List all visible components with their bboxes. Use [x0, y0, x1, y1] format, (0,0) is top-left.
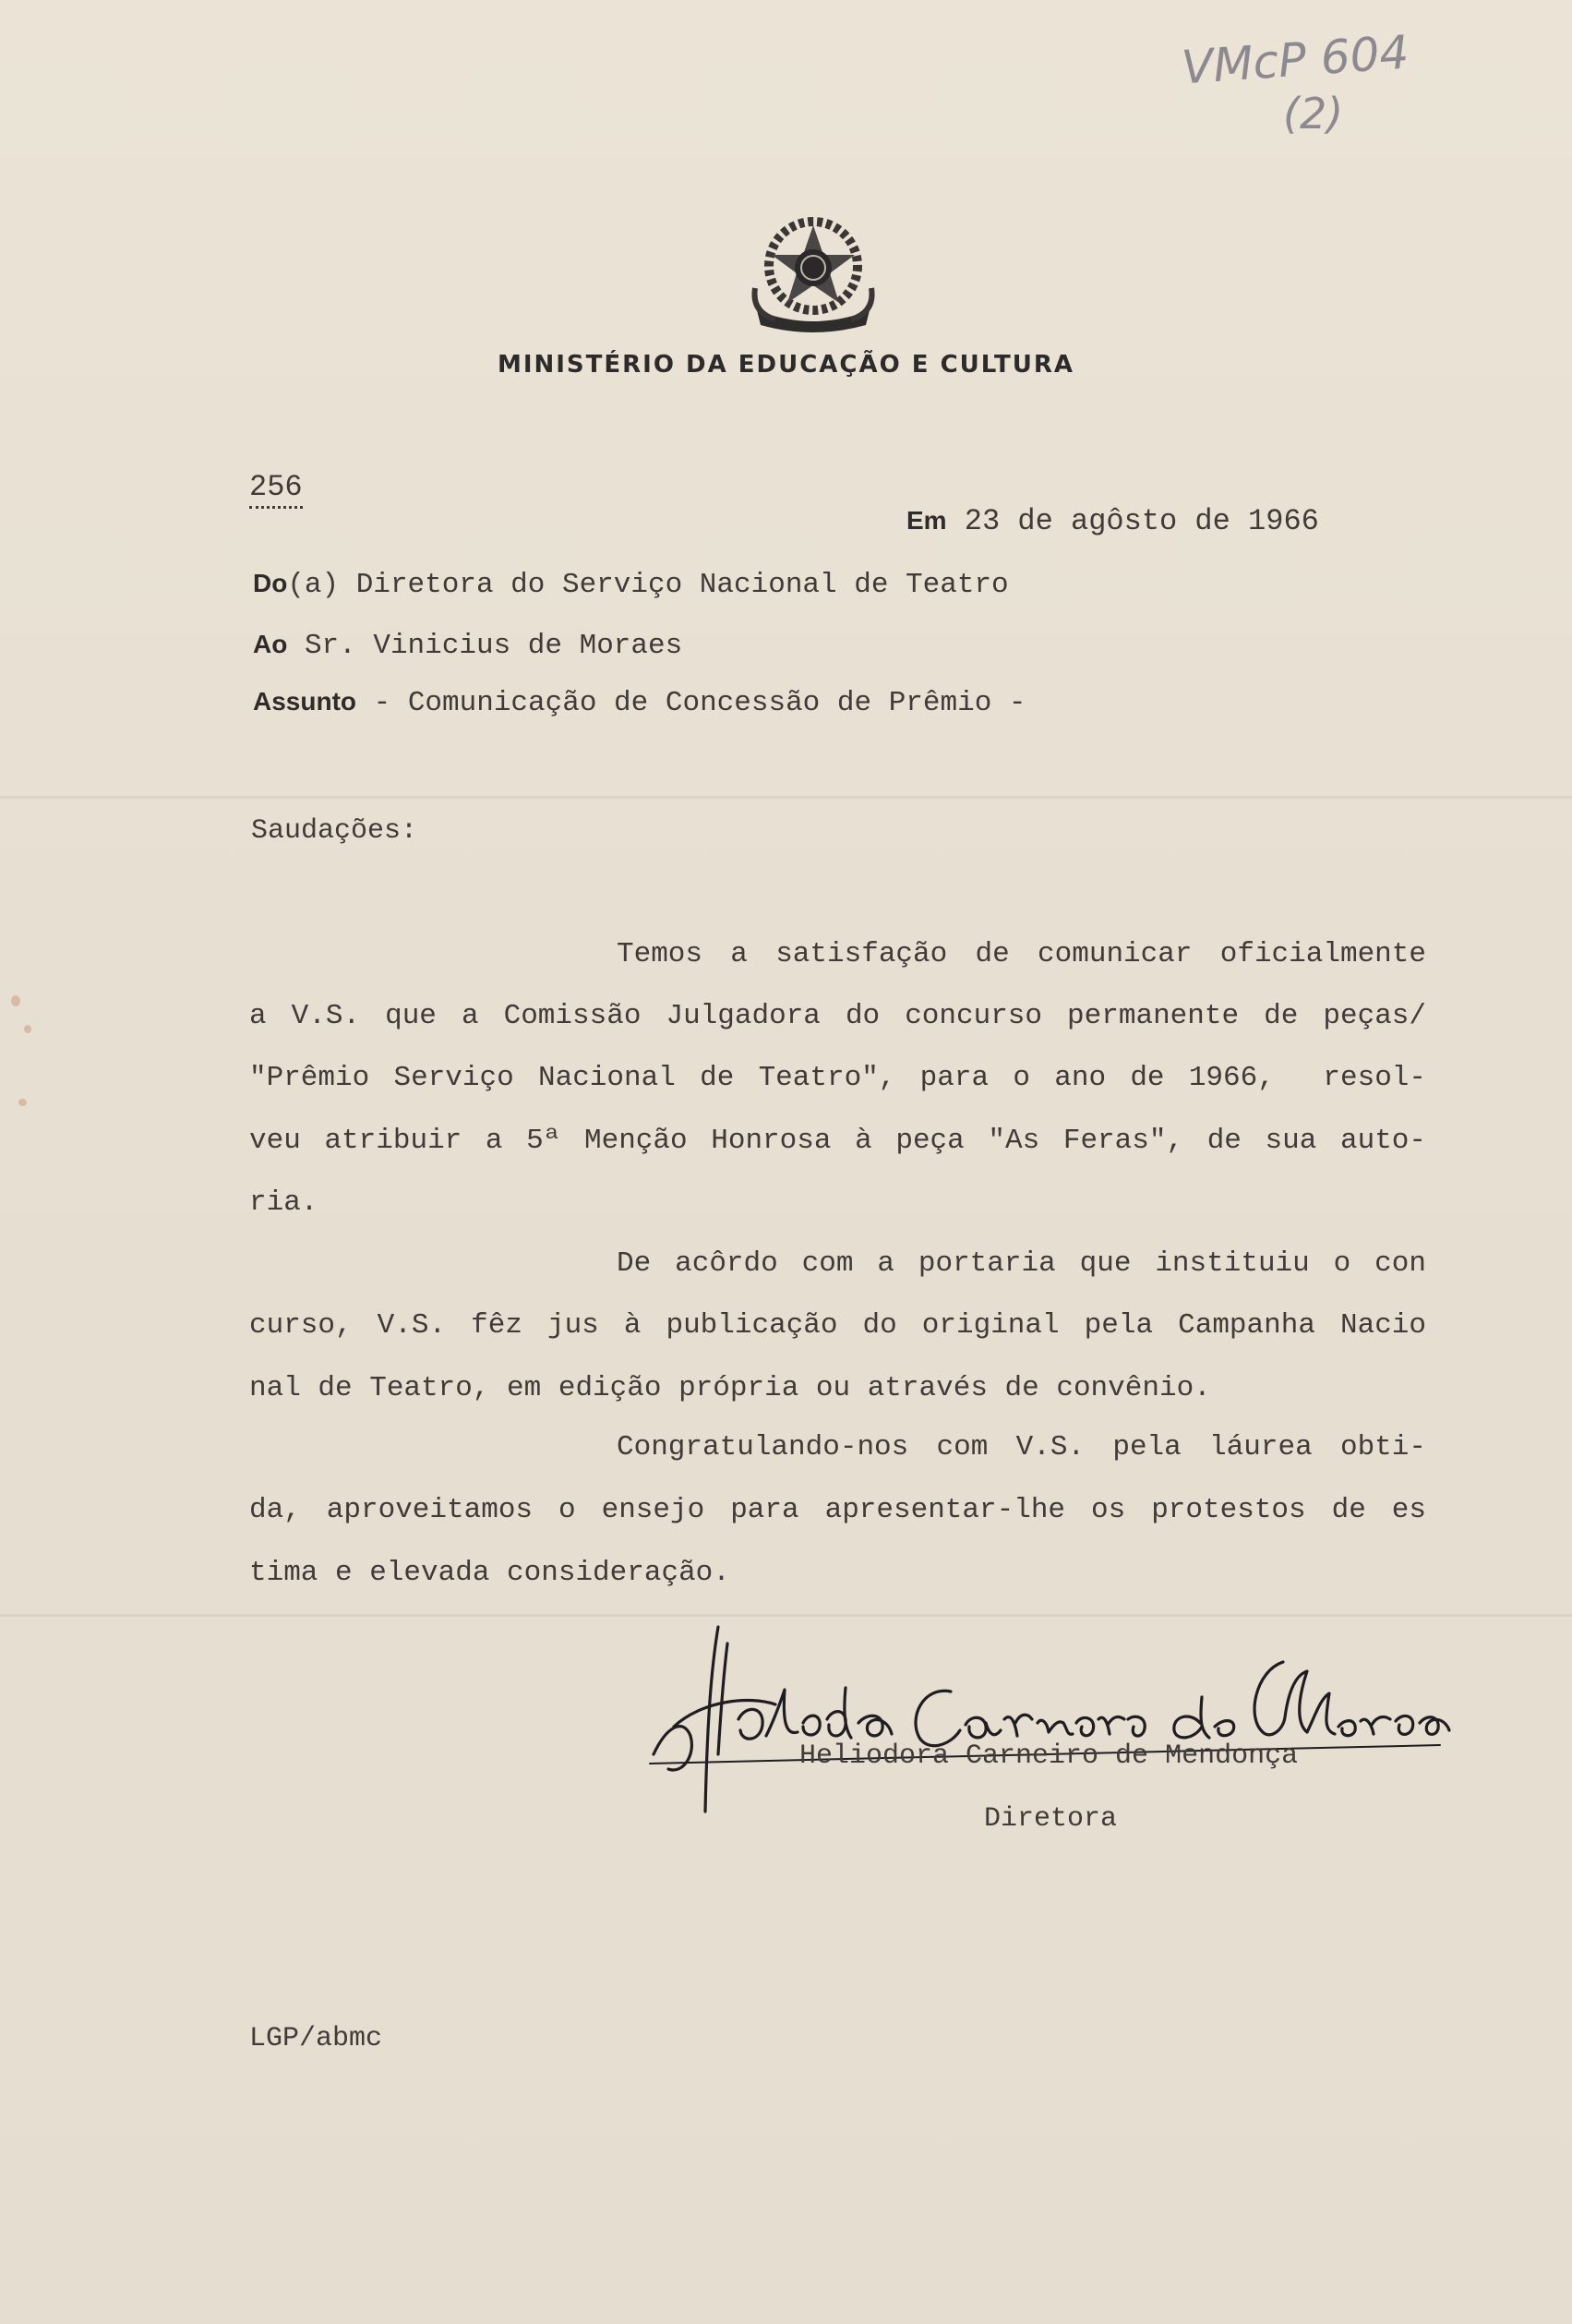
typist-initials: LGP/abmc	[249, 2023, 383, 2054]
to-label: Ao	[253, 630, 288, 658]
paragraph-3-line: tima e elevada consideração.	[249, 1557, 730, 1589]
signatory-title: Diretora	[984, 1803, 1118, 1835]
sender-line	[253, 567, 1009, 602]
paragraph-3-line: da, aproveitamos o ensejo para apresentar-lhe os protestos de es	[249, 1494, 1426, 1526]
from-label: Do	[253, 569, 288, 597]
subject-text: - Comunicação de Concessão de Prêmio -	[373, 687, 1026, 719]
date-prefix: Em	[906, 506, 947, 535]
paragraph-3-line: Congratulando-nos com V.S. pela láurea obti-	[617, 1431, 1426, 1463]
fold-line	[0, 796, 1572, 799]
ministry-heading: MINISTÉRIO DA EDUCAÇÃO E CULTURA	[497, 351, 1075, 379]
paragraph-2-line: De acôrdo com a portaria que instituiu o con	[617, 1247, 1426, 1280]
recipient-line	[253, 628, 682, 663]
signatory-name: Heliodora Carneiro de Mendonça	[799, 1740, 1299, 1772]
handwritten-signature	[646, 1616, 1458, 1828]
paragraph-2-line: nal de Teatro, em edição própria ou através de convênio.	[249, 1372, 1211, 1404]
archive-handwritten-note	[1180, 25, 1458, 148]
archive-note-line-1: VMcP 604	[1180, 25, 1411, 95]
paragraph-1-line: "Prêmio Serviço Nacional de Teatro", para o ano de 1966, resol-	[249, 1062, 1426, 1094]
paragraph-2-line: curso, V.S. fêz jus à publicação do original pela Campanha Nacio	[249, 1309, 1426, 1342]
paragraph-1-line: Temos a satisfação de comunicar oficialmente	[617, 938, 1426, 970]
subject-line	[253, 685, 1026, 720]
paper-stain	[11, 995, 20, 1006]
paper-stain	[18, 1099, 27, 1106]
to-text: Sr. Vinicius de Moraes	[304, 630, 683, 662]
paper-stain	[24, 1025, 31, 1033]
letter-date: 23 de agôsto de 1966	[964, 504, 1319, 538]
subject-label: Assunto	[253, 687, 356, 716]
archive-note-line-2: (2)	[1283, 89, 1344, 138]
greeting: Saudações:	[251, 815, 418, 847]
reference-number: 256	[249, 471, 303, 509]
paragraph-1-line: a V.S. que a Comissão Julgadora do concurso permanente de peças/	[249, 1000, 1426, 1032]
paragraph-1-line: ria.	[249, 1186, 318, 1219]
brazil-coat-of-arms-icon	[750, 211, 877, 340]
letter-date-line	[906, 504, 1319, 538]
paragraph-1-line: veu atribuir a 5ª Menção Honrosa à peça "As Feras", de sua auto-	[249, 1125, 1426, 1157]
from-text: (a) Diretora do Serviço Nacional de Teatro	[287, 569, 1009, 601]
